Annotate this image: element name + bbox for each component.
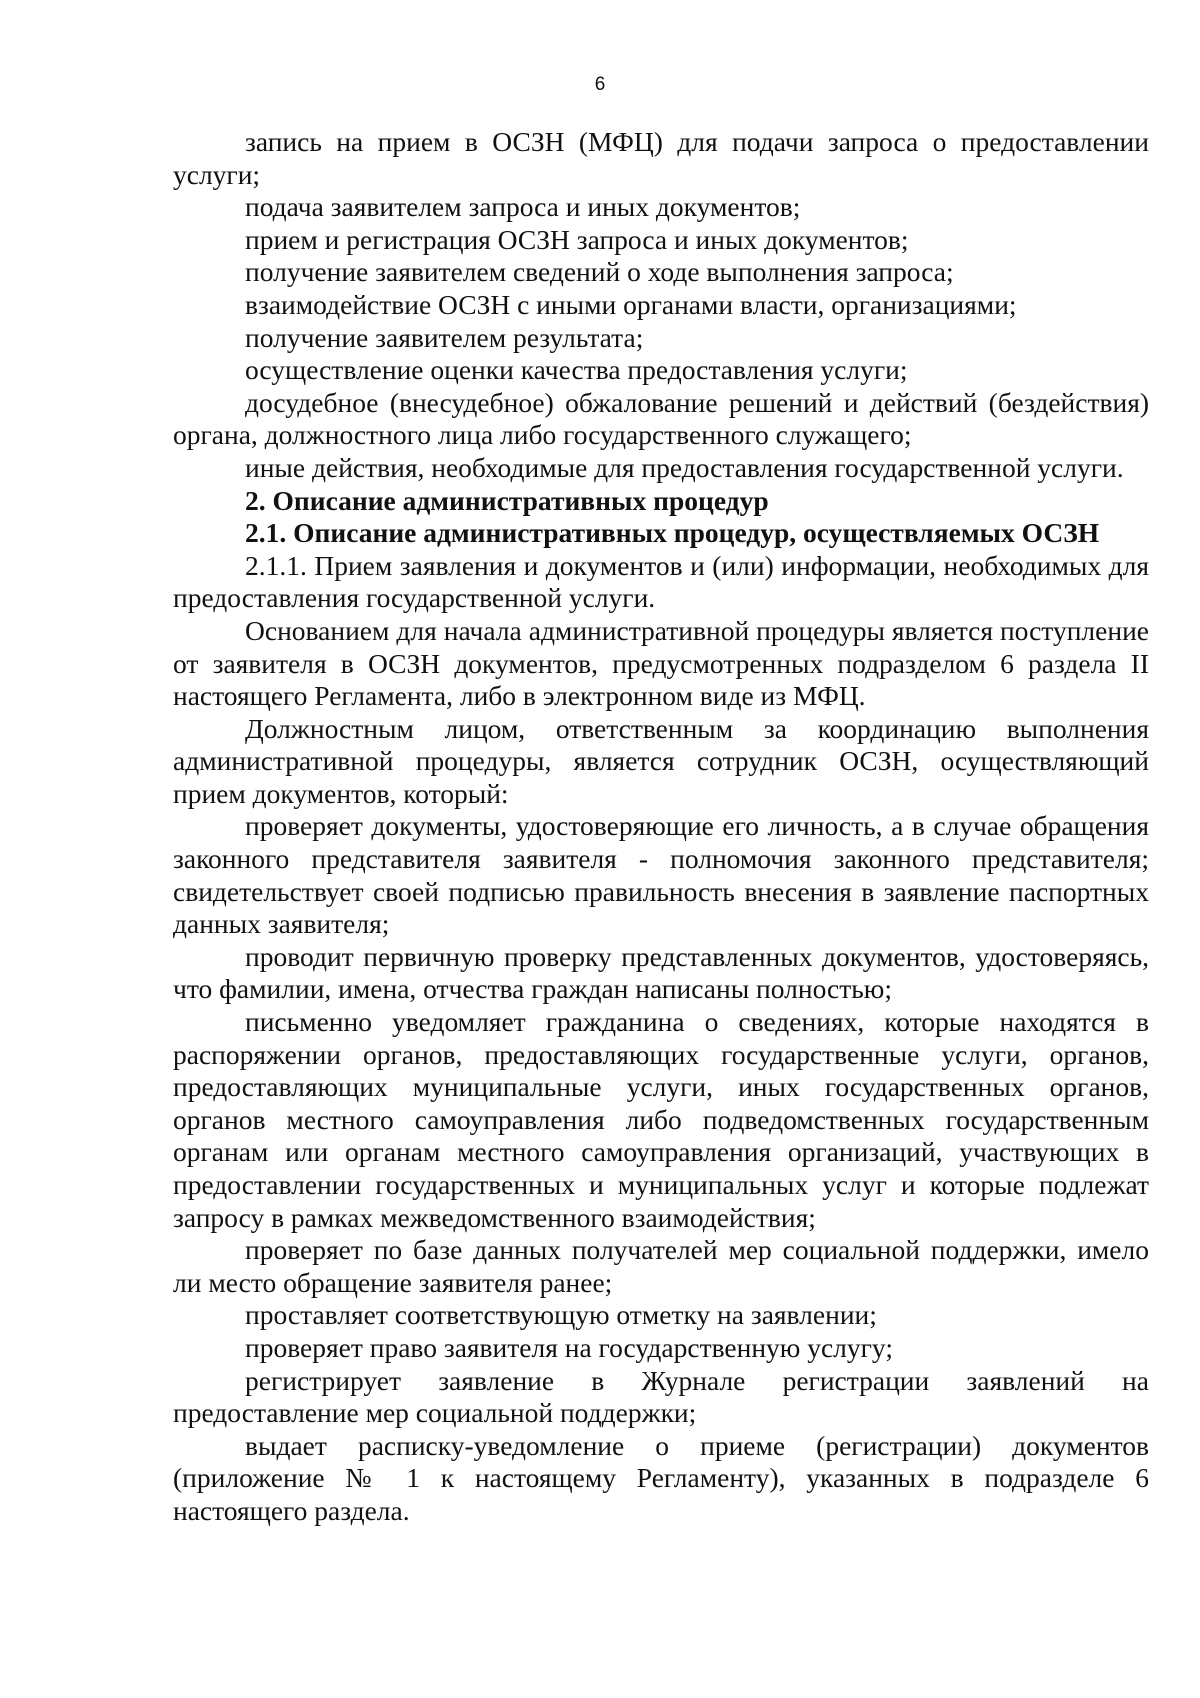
paragraph-list-item: иные действия, необходимые для предоставления государственной услуги. <box>245 451 1124 483</box>
paragraph-list-item: получение заявителем результата; <box>245 321 644 353</box>
paragraph-list-item: проверяет документы, удостоверяющие его личность, а в случае обращения законного представителя заявителя - полномочия законного представителя; свидетельствует своей подписью правильность внесения в заявление паспортных данных заявителя; <box>173 810 1149 940</box>
paragraph-list-item: проверяет право заявителя на государственную услугу; <box>245 1331 893 1363</box>
paragraph-list-item: досудебное (внесудебное) обжалование решений и действий (бездействия) органа, должностного лица либо государственного служащего; <box>173 386 1149 451</box>
subsection-heading: 2.1. Описание административных процедур, осуществляемых ОСЗН <box>245 517 1100 549</box>
paragraph-list-item: проверяет по базе данных получателей мер социальной поддержки, имело ли место обращение заявителя ранее; <box>173 1234 1149 1298</box>
document-body <box>173 126 1149 1528</box>
paragraph-list-item: запись на прием в ОСЗН (МФЦ) для подачи запроса о предоставлении услуги; <box>173 126 1149 190</box>
paragraph-list-item: получение заявителем сведений о ходе выполнения запроса; <box>245 256 954 288</box>
paragraph: 2.1.1. Прием заявления и документов и (или) информации, необходимых для предоставления государственной услуги. <box>173 549 1149 614</box>
section-heading: 2. Описание административных процедур <box>245 484 769 516</box>
paragraph: Должностным лицом, ответственным за координацию выполнения административной процедуры, является сотрудник ОСЗН, осуществляющий прием документов, который: <box>173 712 1149 809</box>
page-number: 6 <box>594 74 606 95</box>
paragraph-list-item: осуществление оценки качества предоставления услуги; <box>245 354 908 386</box>
paragraph-list-item: регистрирует заявление в Журнале регистрации заявлений на предоставление мер социальной поддержки; <box>173 1364 1149 1429</box>
paragraph-list-item: подача заявителем запроса и иных документов; <box>245 191 801 223</box>
paragraph: Основанием для начала административной процедуры является поступление от заявителя в ОСЗН документов, предусмотренных подразделом 6 раздела II настоящего Регламента, либо в электронном виде из МФЦ. <box>173 614 1149 712</box>
paragraph-list-item: письменно уведомляет гражданина о сведениях, которые находятся в распоряжении органов, предоставляющих государственные услуги, органов, предоставляющих муниципальные услуги, иных государственных органов, органов местного самоуправления либо подведомственных государственным органам или органам местного самоуправления организаций, участвующих в предоставлении государственных и муниципальных услуг и которые подлежат запросу в рамках межведомственного взаимодействия; <box>173 1006 1149 1233</box>
paragraph-list-item: прием и регистрация ОСЗН запроса и иных документов; <box>245 223 909 255</box>
paragraph-list-item: проставляет соответствующую отметку на заявлении; <box>245 1299 877 1331</box>
paragraph-list-item: взаимодействие ОСЗН с иными органами власти, организациями; <box>245 288 1017 320</box>
paragraph-list-item: выдает расписку-уведомление о приеме (регистрации) документов (приложение № 1 к настоящему Регламенту), указанных в подразделе 6 настоящего раздела. <box>173 1429 1149 1526</box>
paragraph-list-item: проводит первичную проверку представленных документов, удостоверяясь, что фамилии, имена, отчества граждан написаны полностью; <box>173 940 1149 1005</box>
